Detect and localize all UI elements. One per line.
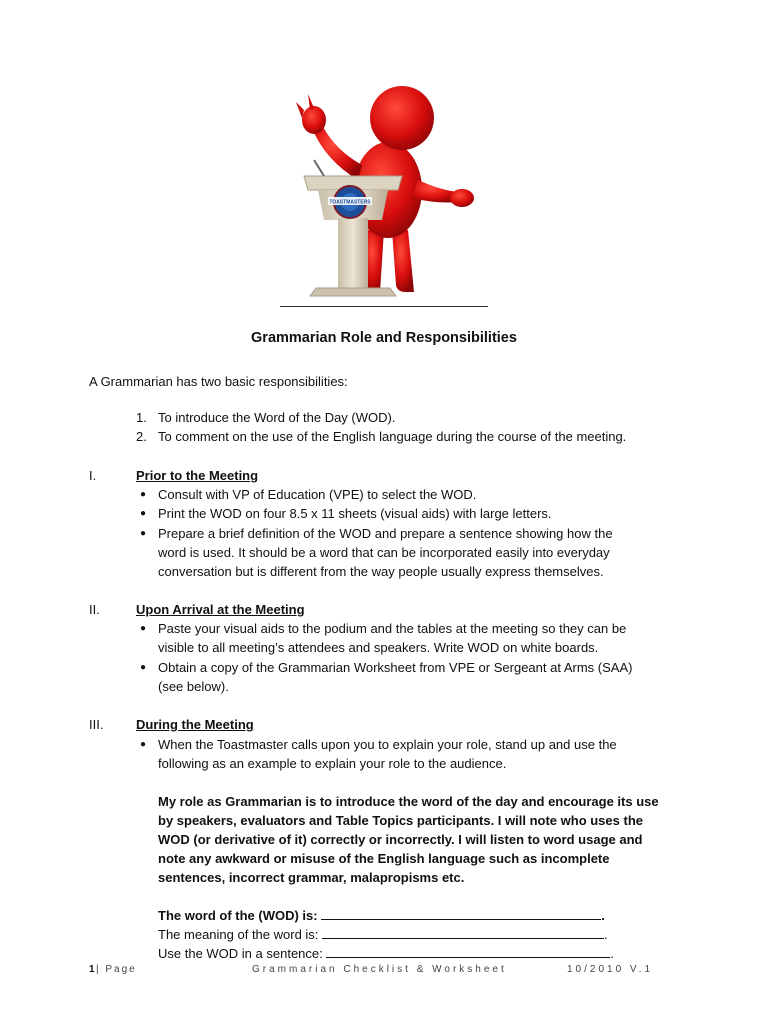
bullet-text: Print the WOD on four 8.5 x 11 sheets (visual aids) with large letters. bbox=[158, 506, 552, 521]
role-statement-line: WOD (or derivative of it) correctly or incorrectly. I will listen to word usage and bbox=[158, 832, 643, 847]
responsibility-number: 2. bbox=[136, 429, 147, 444]
role-statement-line: note any awkward or misuse of the English language such as incomplete bbox=[158, 851, 610, 866]
responsibility-number: 1. bbox=[136, 410, 147, 425]
bullet-text: When the Toastmaster calls upon you to explain your role, stand up and use the bbox=[158, 737, 617, 752]
footer-page-label: | Page bbox=[96, 964, 137, 975]
bullet-text: conversation but is different from the way people usually express themselves. bbox=[158, 564, 604, 579]
bullet-text: word is used. It should be a word that can be incorporated easily into everyday bbox=[158, 545, 610, 560]
bullet-icon: ● bbox=[140, 739, 147, 750]
section-heading: Upon Arrival at the Meeting bbox=[136, 602, 305, 617]
bullet-icon: ● bbox=[140, 489, 147, 500]
section-heading: Prior to the Meeting bbox=[136, 468, 259, 483]
page-title: Grammarian Role and Responsibilities bbox=[251, 330, 517, 346]
section-numeral: I. bbox=[89, 468, 97, 483]
footer-version: 10/2010 V.1 bbox=[567, 964, 654, 975]
bullet-icon: ● bbox=[140, 662, 147, 673]
section-numeral: II. bbox=[89, 602, 100, 617]
role-statement-line: My role as Grammarian is to introduce the word of the day and encourage its use bbox=[158, 794, 659, 809]
bullet-icon: ● bbox=[140, 623, 147, 634]
wod-fill-in-row bbox=[158, 925, 608, 944]
role-statement-line: by speakers, evaluators and Table Topics participants. I will note who uses the bbox=[158, 813, 643, 828]
fill-in-end: . bbox=[610, 946, 614, 961]
fill-in-end: . bbox=[601, 908, 605, 923]
fill-in-label: The word of the (WOD) is: bbox=[158, 908, 322, 923]
bullet-text: following as an example to explain your role to the audience. bbox=[158, 756, 507, 771]
illustration-rule bbox=[280, 306, 488, 307]
wod-fill-in-row bbox=[158, 906, 605, 925]
bullet-text: Consult with VP of Education (VPE) to select the WOD. bbox=[158, 487, 477, 502]
wod-blank-field[interactable] bbox=[321, 906, 601, 920]
bullet-icon: ● bbox=[140, 508, 147, 519]
bullet-text: Prepare a brief definition of the WOD and prepare a sentence showing how the bbox=[158, 526, 613, 541]
fill-in-label: The meaning of the word is: bbox=[158, 927, 323, 942]
wod-fill-in-row bbox=[158, 944, 614, 963]
fill-in-end: . bbox=[604, 927, 608, 942]
podium-logo-text: TOASTMASTERS bbox=[329, 199, 371, 206]
fill-in-label: Use the WOD in a sentence: bbox=[158, 946, 327, 961]
responsibility-text: To introduce the Word of the Day (WOD). bbox=[158, 410, 396, 425]
illustration-red-figure-podium bbox=[280, 80, 488, 306]
bullet-text: Paste your visual aids to the podium and the tables at the meeting so they can be bbox=[158, 621, 627, 636]
bullet-text: visible to all meeting’s attendees and speakers. Write WOD on white boards. bbox=[158, 640, 599, 655]
footer-doc-title: Grammarian Checklist & Worksheet bbox=[252, 964, 507, 975]
role-statement-line: sentences, incorrect grammar, malapropisms etc. bbox=[158, 870, 465, 885]
section-heading: During the Meeting bbox=[136, 717, 254, 732]
bullet-text: (see below). bbox=[158, 679, 229, 694]
section-numeral: III. bbox=[89, 717, 104, 732]
meaning-blank-field[interactable] bbox=[322, 925, 604, 939]
intro-text: A Grammarian has two basic responsibilities: bbox=[89, 374, 348, 389]
responsibility-text: To comment on the use of the English language during the course of the meeting. bbox=[158, 429, 627, 444]
footer-page-number: 1 bbox=[89, 964, 95, 975]
sentence-blank-field[interactable] bbox=[326, 944, 610, 958]
bullet-icon: ● bbox=[140, 528, 147, 539]
bullet-text: Obtain a copy of the Grammarian Worksheet from VPE or Sergeant at Arms (SAA) bbox=[158, 660, 633, 675]
